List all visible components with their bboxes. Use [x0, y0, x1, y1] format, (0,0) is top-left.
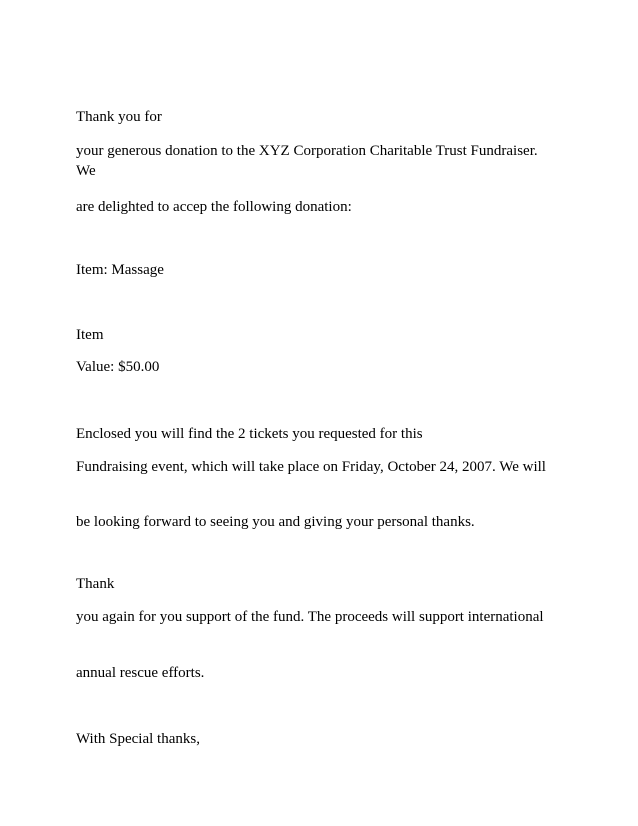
paragraph-3-intro: Thank — [76, 576, 115, 592]
item-line: Item: Massage — [76, 262, 164, 278]
closing-line: With Special thanks, — [76, 731, 200, 747]
greeting-intro: Thank you for — [76, 109, 162, 125]
paragraph-1-line-1: your generous donation to the XYZ Corporation Charitable Trust Fundraiser. We — [76, 143, 538, 179]
paragraph-2-line-3: be looking forward to seeing you and giving your personal thanks. — [76, 514, 475, 530]
value-label-line-2: Value: $50.00 — [76, 359, 160, 375]
paragraph-3-line-1: you again for you support of the fund. The proceeds will support international — [76, 609, 544, 625]
paragraph-3-line-2: annual rescue efforts. — [76, 665, 205, 681]
paragraph-2-line-1: Enclosed you will find the 2 tickets you requested for this — [76, 426, 423, 442]
value-label-line-1: Item — [76, 327, 104, 343]
paragraph-1-line-2: are delighted to accep the following donation: — [76, 199, 352, 215]
paragraph-2-line-2: Fundraising event, which will take place on Friday, October 24, 2007. We will — [76, 459, 546, 475]
